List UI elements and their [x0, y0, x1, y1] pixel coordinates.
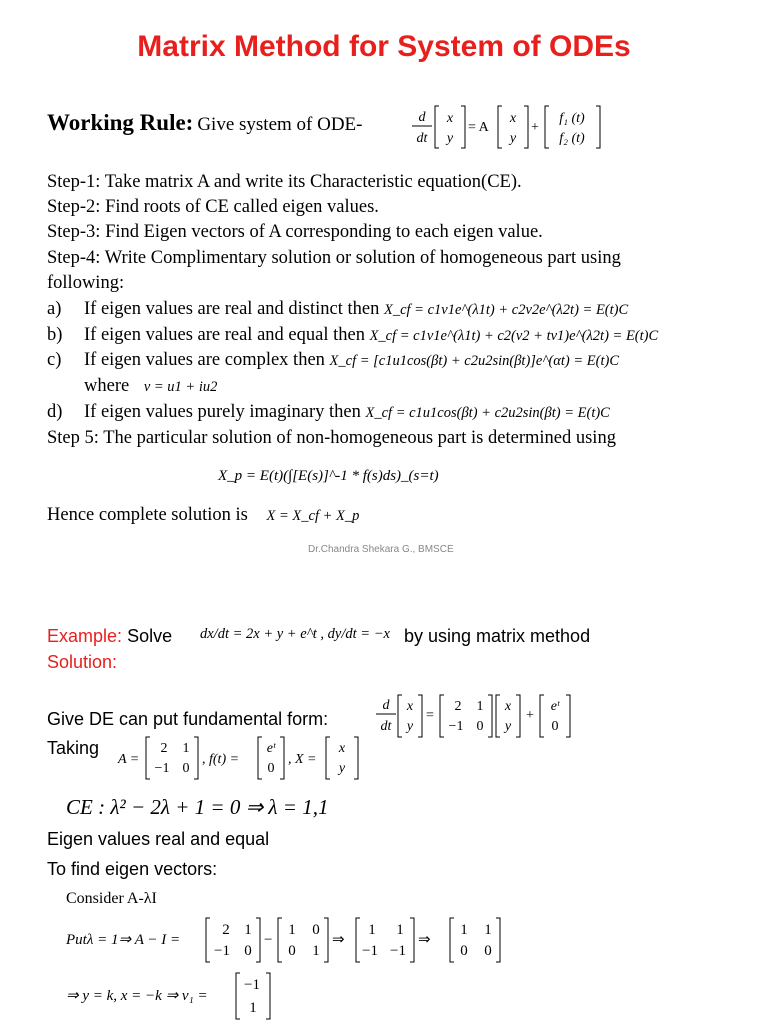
- example-label: Example:: [47, 626, 123, 646]
- case-b: [47, 325, 658, 346]
- svg-text:x: x: [504, 699, 512, 714]
- svg-text:1: 1: [288, 922, 296, 938]
- svg-text:x: x: [406, 699, 414, 714]
- example-method: by using matrix method: [404, 626, 591, 646]
- svg-text:⇒: ⇒: [418, 932, 431, 948]
- complete-solution: [47, 505, 359, 526]
- svg-text:−1: −1: [448, 719, 464, 734]
- svg-text:y: y: [504, 719, 512, 734]
- step-1: Step-1: Take matrix A and write its Characteristic equation(CE).: [47, 172, 522, 192]
- put-lambda-formula: [64, 913, 514, 974]
- svg-text:−1: −1: [214, 943, 230, 959]
- svg-text:0: 0: [460, 943, 468, 959]
- taking-formula: [116, 733, 366, 790]
- case-formula: X_cf = c1v1e^(λ1t) + c2(v2 + tv1)e^(λ2t) = E(t)C: [369, 328, 659, 344]
- svg-text:−1: −1: [362, 943, 378, 959]
- svg-text:1: 1: [312, 943, 320, 959]
- eigen-vector-svg: [64, 970, 284, 1022]
- svg-text:y: y: [509, 131, 517, 146]
- svg-text:eᵗ: eᵗ: [550, 699, 560, 714]
- svg-text:0: 0: [244, 943, 252, 959]
- svg-text:Putλ = 1⇒ A − I =: Putλ = 1⇒ A − I =: [66, 932, 181, 948]
- find-vectors-text: To find eigen vectors:: [47, 859, 218, 879]
- svg-text:y: y: [446, 131, 454, 146]
- svg-text:x: x: [446, 111, 454, 126]
- svg-text:⇒: ⇒: [332, 932, 345, 948]
- credit: Dr.Chandra Shekara G., BMSCE: [308, 544, 454, 555]
- svg-text:−: −: [264, 932, 273, 948]
- example-solve: Solve: [127, 626, 173, 646]
- case-text: If eigen values purely imaginary then: [84, 402, 361, 422]
- complete-text: Hence complete solution is: [47, 505, 248, 525]
- svg-text:2: 2: [222, 922, 230, 938]
- svg-text:, f(t) =: , f(t) =: [202, 752, 240, 767]
- svg-text:0: 0: [182, 761, 190, 776]
- complete-formula: X = X_cf + X_p: [266, 508, 360, 524]
- case-a: [47, 299, 628, 320]
- step-4: Step-4: Write Complimentary solution or solution of homogeneous part using: [47, 248, 621, 268]
- step-4-cont: following:: [47, 273, 125, 293]
- eigen-vector-result: [64, 970, 284, 1027]
- step-2: Step-2: Find roots of CE called eigen values.: [47, 197, 379, 217]
- case-marker: b): [47, 325, 63, 345]
- svg-text:2: 2: [454, 699, 462, 714]
- xp-formula: X_p = E(t)(∫[E(s)]^-1 * f(s)ds)_(s=t): [218, 468, 439, 484]
- consider-text: Consider A-λI: [66, 890, 157, 907]
- svg-text:x: x: [509, 111, 517, 126]
- put-lambda-svg: [64, 913, 514, 969]
- taking-text: Taking: [47, 738, 100, 758]
- page-title: Matrix Method for System of ODEs: [137, 30, 631, 63]
- fundamental-svg: [372, 691, 577, 743]
- case-formula: X_cf = c1u1cos(βt) + c2u2sin(βt) = E(t)C: [365, 405, 610, 421]
- solution-label: Solution:: [47, 652, 118, 672]
- svg-text:+: +: [526, 708, 534, 723]
- svg-text:0: 0: [267, 761, 275, 776]
- working-rule-line: [47, 110, 363, 136]
- svg-text:dt: dt: [380, 719, 392, 734]
- svg-text:1: 1: [244, 922, 252, 938]
- example-label-line: [47, 626, 172, 647]
- case-marker: d): [47, 402, 63, 422]
- case-marker: a): [47, 299, 62, 319]
- ce-equation: CE : λ² − 2λ + 1 = 0 ⇒ λ = 1,1: [66, 795, 329, 819]
- where-formula: v = u1 + iu2: [143, 379, 218, 395]
- step-5: Step 5: The particular solution of non-homogeneous part is determined using: [47, 428, 616, 448]
- svg-text:=: =: [426, 708, 434, 723]
- svg-text:−1: −1: [244, 977, 260, 993]
- svg-text:1: 1: [484, 922, 492, 938]
- case-text: If eigen values are real and equal then: [84, 325, 365, 345]
- svg-text:y: y: [406, 719, 414, 734]
- fundamental-formula: [372, 691, 577, 748]
- case-c: [47, 350, 619, 371]
- case-marker: c): [47, 350, 62, 370]
- svg-text:0: 0: [484, 943, 492, 959]
- svg-text:eᵗ: eᵗ: [266, 741, 276, 756]
- ode-system-formula: [406, 101, 606, 158]
- svg-text:⇒ y = k, x = −k ⇒ v₁ =: ⇒ y = k, x = −k ⇒ v₁ =: [66, 988, 208, 1004]
- case-formula: X_cf = c1v1e^(λ1t) + c2v2e^(λ2t) = E(t)C: [383, 302, 629, 318]
- svg-text:d: d: [418, 110, 426, 125]
- example-equations: dx/dt = 2x + y + e^t , dy/dt = −x: [200, 626, 390, 642]
- fundamental-text: Give DE can put fundamental form:: [47, 709, 329, 729]
- svg-text:f₁ (t): f₁ (t): [559, 111, 585, 126]
- ode-system-svg: [406, 101, 606, 153]
- svg-text:x: x: [338, 741, 346, 756]
- case-d: [47, 402, 610, 423]
- svg-text:y: y: [338, 761, 346, 776]
- svg-text:0: 0: [288, 943, 296, 959]
- svg-text:= A: = A: [468, 120, 489, 135]
- svg-text:1: 1: [249, 1000, 257, 1016]
- svg-text:−1: −1: [390, 943, 406, 959]
- svg-text:1: 1: [460, 922, 468, 938]
- svg-text:1: 1: [182, 741, 190, 756]
- working-rule-text: Give system of ODE-: [197, 114, 363, 135]
- case-c-where: [84, 376, 217, 397]
- svg-text:+: +: [531, 120, 539, 135]
- where-text: where: [84, 376, 130, 396]
- case-text: If eigen values are real and distinct then: [84, 299, 380, 319]
- eigen-real-text: Eigen values real and equal: [47, 829, 270, 849]
- svg-text:, X =: , X =: [288, 752, 317, 767]
- svg-text:1: 1: [476, 699, 484, 714]
- step-3: Step-3: Find Eigen vectors of A corresponding to each eigen value.: [47, 222, 543, 242]
- svg-text:1: 1: [396, 922, 404, 938]
- svg-text:dt: dt: [416, 131, 428, 146]
- svg-text:1: 1: [368, 922, 376, 938]
- working-rule-label: Working Rule:: [47, 110, 194, 135]
- svg-text:−1: −1: [154, 761, 170, 776]
- svg-text:f₂ (t): f₂ (t): [559, 131, 585, 146]
- svg-text:0: 0: [476, 719, 484, 734]
- svg-text:A =: A =: [118, 752, 140, 767]
- svg-text:d: d: [382, 698, 390, 713]
- taking-svg: [116, 733, 366, 785]
- svg-text:0: 0: [312, 922, 320, 938]
- case-text: If eigen values are complex then: [84, 350, 325, 370]
- svg-text:0: 0: [551, 719, 559, 734]
- case-formula: X_cf = [c1u1cos(βt) + c2u2sin(βt)]e^(αt) = E(t)C: [329, 353, 620, 369]
- svg-text:2: 2: [160, 741, 168, 756]
